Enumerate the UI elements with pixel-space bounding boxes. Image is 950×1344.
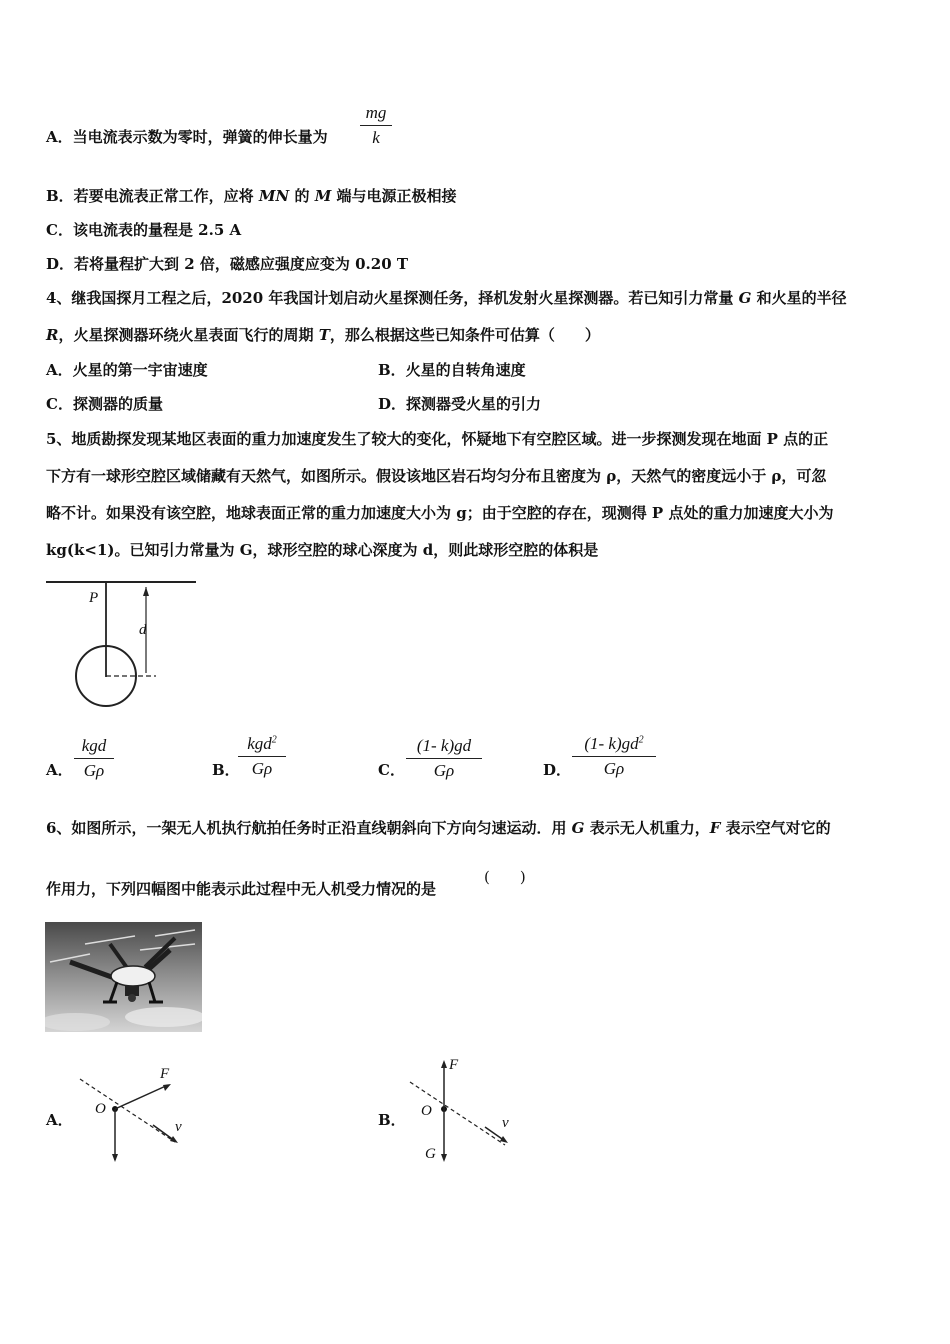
fraction-numerator [74, 736, 114, 759]
q3-option-d: D．若将量程扩大到 2 倍，磁感应强度应变为 0.20 T [46, 255, 409, 273]
symbol-g: G [571, 819, 585, 837]
q3-option-b-text: B．若要电流表正常工作，应将 [46, 187, 259, 205]
q4-stem-line1 [46, 288, 847, 308]
q4-option-c: C．探测器的质量 [46, 395, 163, 413]
symbol-r: R [46, 326, 59, 344]
q6-text-end: 表示空气对它的 [720, 819, 831, 837]
q4-text: 4、继我国探月工程之后，2020 年我国计划启动火星探测任务，择机发射火星探测器。若已知引力常量 [46, 289, 739, 307]
fraction-numerator [238, 734, 286, 757]
q5-figure-label-p: P [89, 590, 99, 606]
q3-option-b-text-mid: 的 [289, 187, 315, 205]
fraction-numerator-text: kgd [247, 734, 272, 753]
q6-stem-line1 [46, 818, 831, 838]
q6-b-label-o: O [421, 1103, 432, 1119]
q6-b-label-g: G [425, 1146, 436, 1162]
fraction-numerator [406, 736, 482, 759]
symbol-g: G [738, 289, 752, 307]
q5-option-b-label: B． [212, 761, 240, 779]
q5-option-c-fraction [406, 736, 482, 781]
symbol-mn: MN [258, 187, 290, 205]
q4-stem-line2 [46, 325, 600, 345]
q6-a-label-v: v [175, 1119, 182, 1135]
q5-option-a-label: A． [46, 761, 73, 779]
fraction-denominator: k [372, 128, 380, 147]
symbol-t: T [318, 326, 330, 344]
q3-option-a-text: A．当电流表示数为零时，弹簧的伸长量为 [46, 128, 328, 146]
q5-stem-line3: 略不计。如果没有该空腔，地球表面正常的重力加速度大小为 g；由于空腔的存在，现测得 P 点处的重力加速度大小为 [46, 504, 834, 522]
q3-option-c: C．该电流表的量程是 2.5 A [46, 221, 242, 239]
q5-option-b-fraction [238, 734, 286, 779]
q5-stem-line1: 5、地质勘探发现某地区表面的重力加速度发生了较大的变化，怀疑地下有空腔区域。进一步探测发现在地面 P 点的正 [46, 430, 829, 448]
q5-cavity-diagram [44, 575, 204, 715]
fraction-denominator: Gρ [433, 761, 455, 780]
q6-text-line2: 作用力，下列四幅图中能表示此过程中无人机受力情况的是 [46, 880, 437, 898]
numerator-exponent: 2 [271, 734, 277, 746]
q3-option-a-fraction [360, 103, 392, 148]
fraction-numerator: mg [360, 103, 392, 126]
q5-option-c-label: C． [378, 761, 405, 779]
q6-option-b-label: B． [378, 1111, 406, 1129]
q6-option-a-force-diagram [75, 1065, 190, 1165]
q4-option-d: D．探测器受火星的引力 [378, 395, 542, 413]
drone-photo [45, 922, 202, 1032]
fraction-denominator: Gρ [251, 759, 273, 778]
q5-option-a-fraction [74, 736, 114, 781]
fraction-numerator-text: (1- k)gd [416, 736, 472, 755]
q3-option-b-text-end: 端与电源正极相接 [331, 187, 457, 205]
q3-option-b [46, 186, 457, 206]
q5-figure-label-d: d [139, 622, 147, 638]
q5-option-d-label: D． [543, 761, 572, 779]
q6-b-label-v: v [502, 1115, 509, 1131]
numerator-exponent: 2 [638, 734, 644, 746]
q3-option-a [46, 127, 328, 147]
q6-b-label-f: F [449, 1057, 459, 1073]
q6-answer-blank: ( ) [484, 868, 526, 886]
fraction-numerator [572, 734, 656, 757]
q5-stem-line2: 下方有一球形空腔区域储藏有天然气，如图所示。假设该地区岩石均匀分布且密度为 ρ，天然气的密度远小于 ρ，可忽 [46, 467, 827, 485]
q6-a-label-o: O [95, 1101, 106, 1117]
q6-stem-line2 [46, 879, 436, 899]
symbol-m: M [314, 187, 332, 205]
fraction-denominator: Gρ [83, 761, 105, 780]
q4-text-mid: ，火星探测器环绕火星表面飞行的周期 [58, 326, 319, 344]
q4-option-a: A．火星的第一宇宙速度 [46, 361, 208, 379]
q4-text-tail: ，那么根据这些已知条件可估算（ ） [329, 326, 600, 344]
q6-text: 6、如图所示，一架无人机执行航拍任务时正沿直线朝斜向下方向匀速运动．用 [46, 819, 572, 837]
q4-option-b: B．火星的自转角速度 [378, 361, 526, 379]
q5-stem-line4: kg(k<1)。已知引力常量为 G，球形空腔的球心深度为 d，则此球形空腔的体积是 [46, 541, 599, 559]
q5-option-d-fraction [572, 734, 656, 779]
q6-a-label-f: F [160, 1066, 170, 1082]
q4-text-end: 和火星的半径 [751, 289, 847, 307]
symbol-f: F [709, 819, 721, 837]
fraction-numerator-text: (1- k)gd [584, 734, 639, 753]
q6-text-mid: 表示无人机重力， [584, 819, 710, 837]
fraction-numerator-text: kgd [81, 736, 107, 755]
fraction-denominator: Gρ [603, 759, 625, 778]
q6-option-a-label: A． [46, 1111, 73, 1129]
